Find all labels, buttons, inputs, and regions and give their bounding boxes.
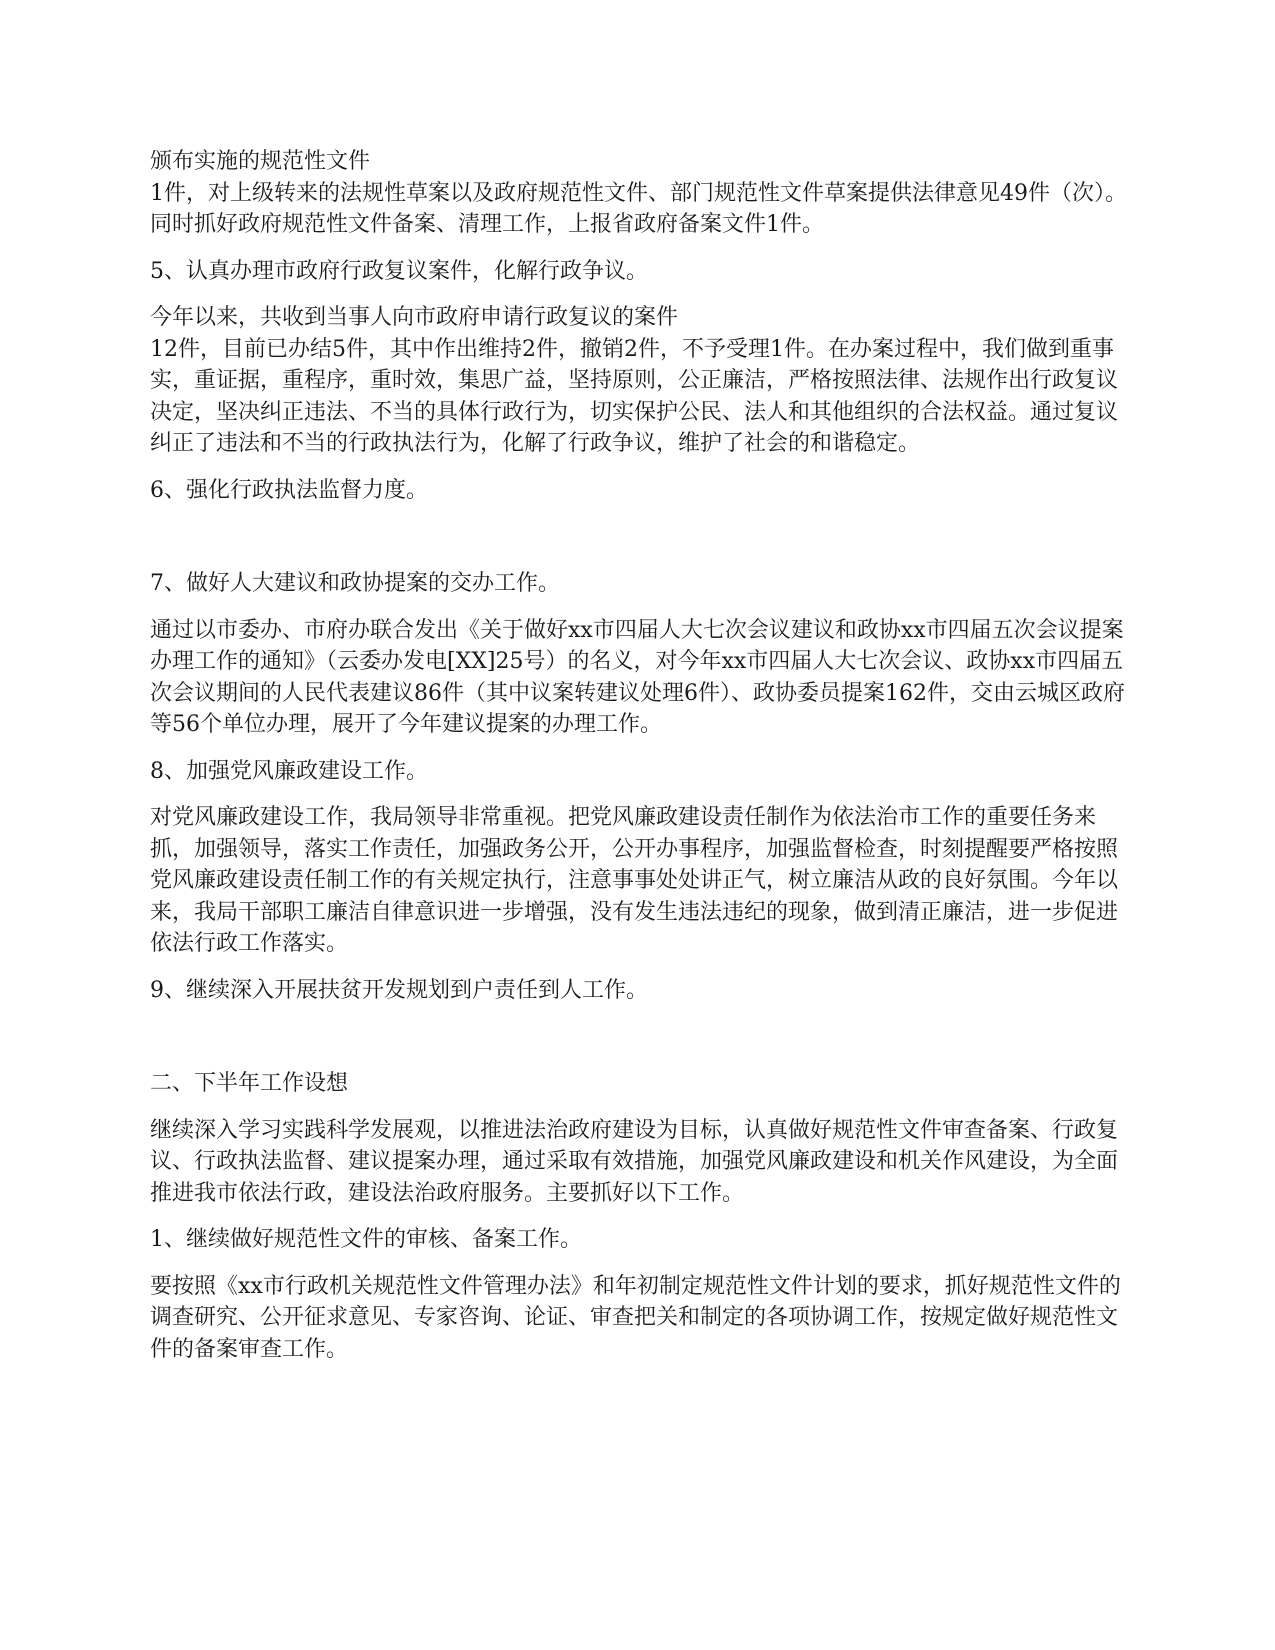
paragraph-plan-overview: 继续深入学习实践科学发展观，以推进法治政府建设为目标，认真做好规范性文件审查备案、行政复议、行政执法监督、建议提案办理，通过采取有效措施，加强党风廉政建设和机关作风建设，为全面推进我市依法行政，建设法治政府服务。主要抓好以下工作。 (150, 1117, 1119, 1206)
heading-item-7: 7、做好人大建议和政协提案的交办工作。 (150, 571, 560, 596)
blank-gap (150, 521, 1128, 568)
paragraph-proposals: 通过以市委办、市府办联合发出《关于做好xx市四届人大七次会议建议和政协xx市四届五次会议提案办理工作的通知》（云委办发电[XX]25号）的名义，对今年xx市四届人大七次会议、政协xx市四届五次会议期间的人民代表建议86件（其中议案转建议处理6件）、政协委员提案162件，交由云城区政府等56个单位办理，展开了今年建议提案的办理工作。 (150, 617, 1125, 737)
paragraph-integrity: 对党风廉政建设工作，我局领导非常重视。把党风廉政建设责任制作为依法治市工作的重要任务来抓，加强领导，落实工作责任，加强政务公开，公开办事程序，加强监督检查，时刻提醒要严格按照党风廉政建设责任制工作的有关规定执行，注意事事处处讲正气，树立廉洁从政的良好氛围。今年以来，我局干部职工廉洁自律意识进一步增强，没有发生违法违纪的现象，做到清正廉洁，进一步促进依法行政工作落实。 (150, 805, 1119, 956)
paragraph-admin-review: 今年以来，共收到当事人向市政府申请行政复议的案件 12件，目前已办结5件，其中作出维持2件，撤销2件，不予受理1件。在办案过程中，我们做到重事实，重证据，重程序，重时效，集思广益，坚持原则，公正廉洁，严格按照法律、法规作出行政复议决定，坚决纠正违法、不当的具体行政行为，切实保护公民、法人和其他组织的合法权益。通过复议纠正了违法和不当的行政执法行为，化解了行政争议，维护了社会的和谐稳定。 (150, 305, 1119, 456)
blank-gap (150, 1021, 1128, 1068)
heading-item-8: 8、加强党风廉政建设工作。 (150, 758, 428, 784)
heading-item-9: 9、继续深入开展扶贫开发规划到户责任到人工作。 (150, 977, 648, 1003)
paragraph-normative-docs: 颁布实施的规范性文件 1件，对上级转来的法规性草案以及政府规范性文件、部门规范性文件草案提供法律意见49件（次）。同时抓好政府规范性文件备案、清理工作，上报省政府备案文件1件。 (150, 149, 1127, 237)
heading-item-6: 6、强化行政执法监督力度。 (150, 477, 428, 503)
section-heading-second-half: 二、下半年工作设想 (150, 1071, 349, 1096)
heading-item-5: 5、认真办理市政府行政复议案件，化解行政争议。 (150, 258, 648, 284)
paragraph-plan-detail: 要按照《xx市行政机关规范性文件管理办法》和年初制定规范性文件计划的要求，抓好规范性文件的调查研究、公开征求意见、专家咨询、论证、审查把关和制定的各项协调工作，按规定做好规范性文件的备案审查工作。 (150, 1273, 1121, 1362)
document-page (150, 146, 1128, 1380)
heading-plan-item-1: 1、继续做好规范性文件的审核、备案工作。 (150, 1227, 582, 1252)
